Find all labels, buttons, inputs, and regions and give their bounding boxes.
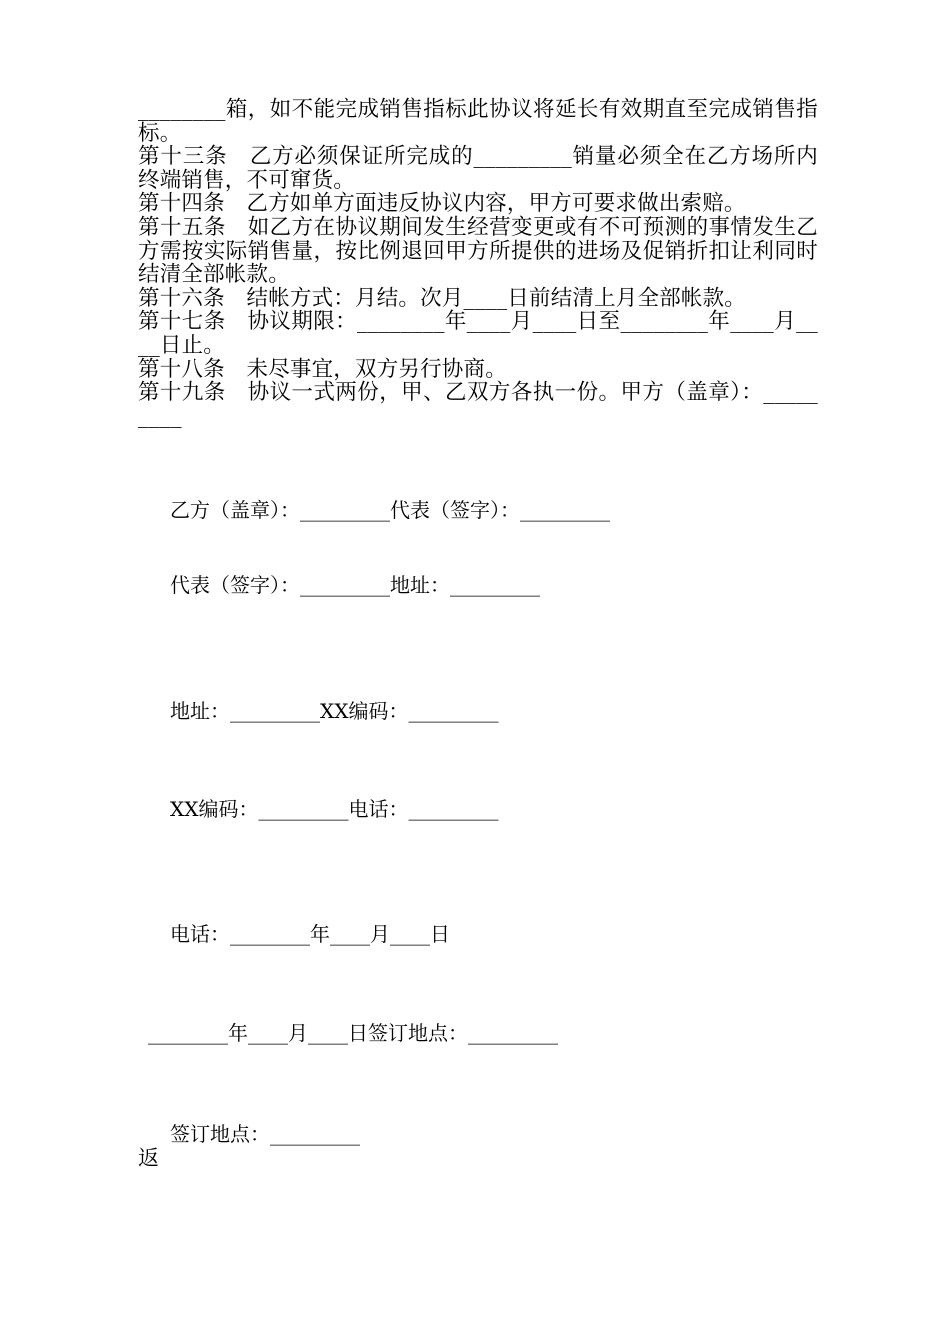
signature-line-address: 地址：_________XX编码：_________ (170, 699, 499, 723)
clause-19: 第十九条 协议一式两份，甲、乙双方各执一份。甲方（盖章）：_________ (138, 380, 818, 429)
signature-line-representative: 代表（签字）：_________地址：_________ (170, 573, 540, 597)
clause-16: 第十六条 结帐方式：月结。次月____日前结清上月全部帐款。 (138, 285, 747, 311)
signature-line-postal-code: XX编码：_________电话：_________ (170, 797, 499, 821)
clause-15: 第十五条 如乙方在协议期间发生经营变更或有不可预测的事情发生乙方需按实际销售量，按比例退回甲方所提供的进场及促销折扣让利同时结清全部帐款。 (138, 214, 818, 288)
back-text: 返 (138, 1146, 159, 1170)
signature-line-phone-date: 电话：________年____月____日 (170, 922, 450, 946)
clause-list (138, 98, 818, 428)
clause-18: 第十八条 未尽事宜，双方另行协商。 (138, 356, 507, 382)
clause-13: 第十三条 乙方必须保证所完成的_________销量必须全在乙方场所内终端销售，不可窜货。 (138, 144, 818, 193)
signature-line-party-b-seal: 乙方（盖章）：_________代表（签字）：_________ (170, 498, 610, 522)
signature-line-date-place: ________年____月____日签订地点：_________ (148, 1021, 558, 1045)
clause-sales-target: ________箱，如不能完成销售指标此协议将延长有效期直至完成销售指标。 (138, 97, 818, 146)
clause-14: 第十四条 乙方如单方面违反协议内容，甲方可要求做出索赔。 (138, 191, 746, 217)
signature-line-signing-place: 签订地点：_________ (170, 1122, 360, 1146)
clause-17: 第十七条 协议期限：________年____月____日至________年____月____日止。 (138, 309, 818, 358)
